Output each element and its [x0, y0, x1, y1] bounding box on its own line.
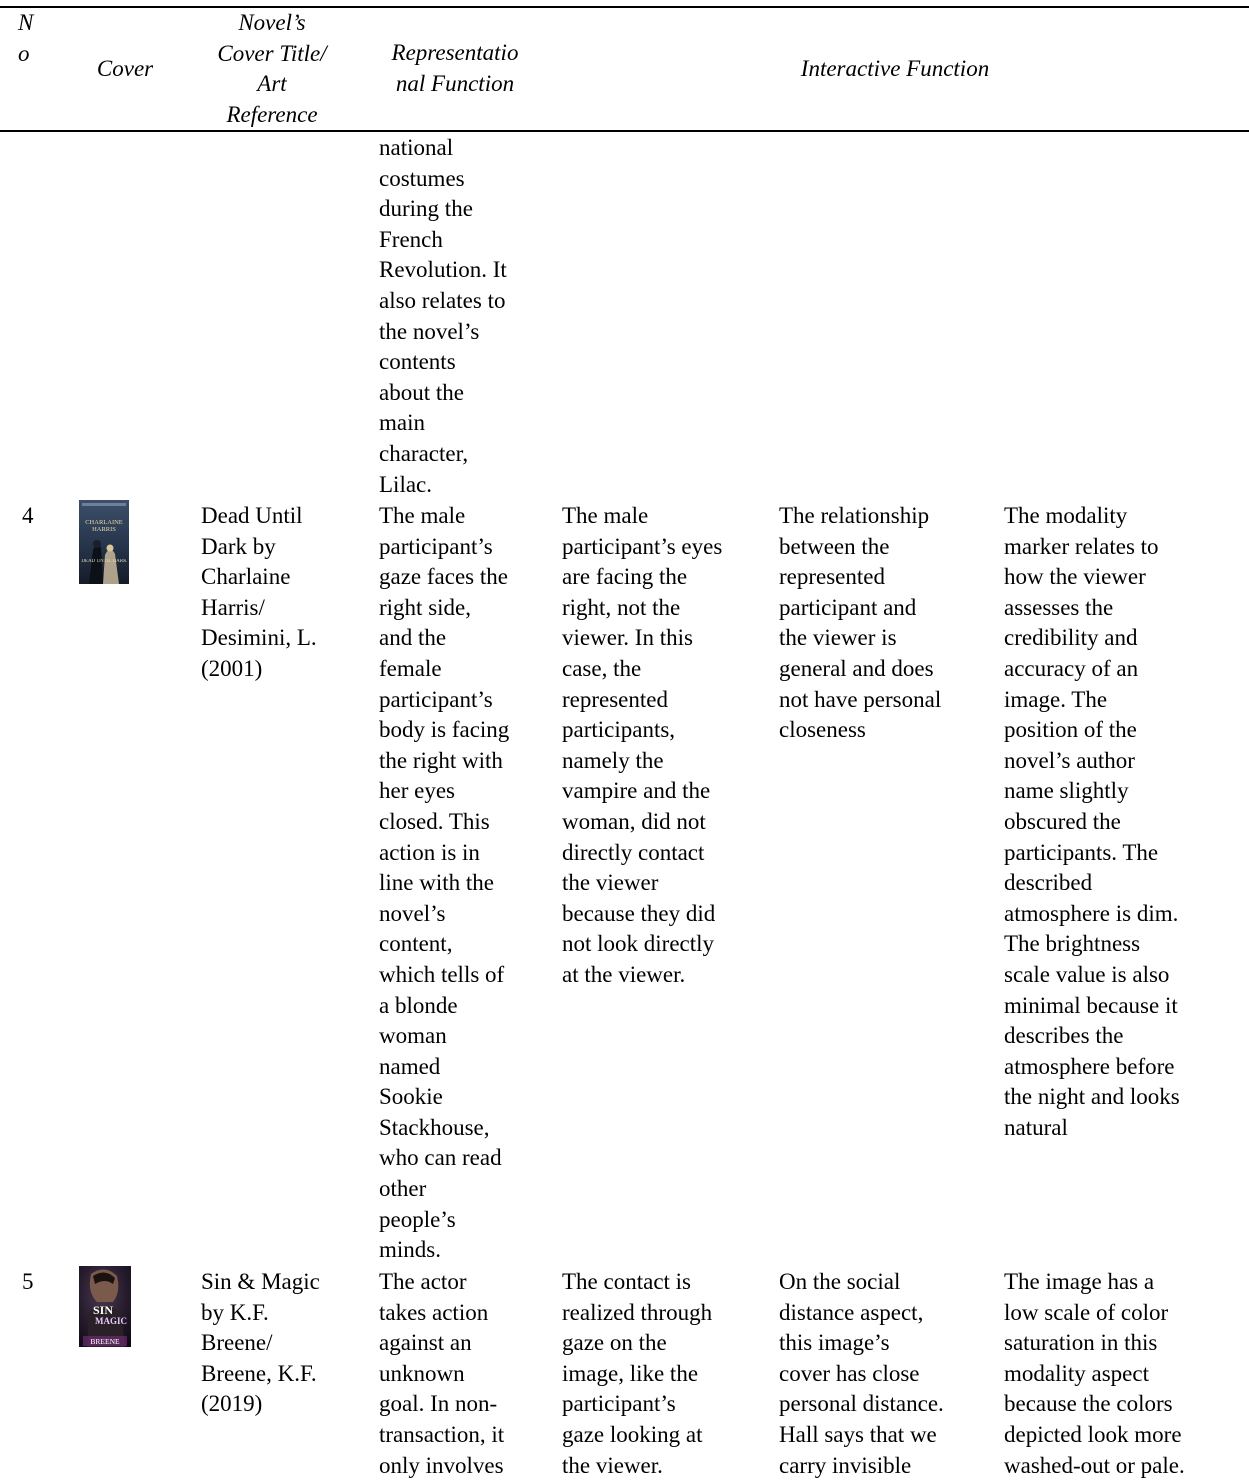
table-header-rule [0, 130, 1249, 132]
row-4-contact-cell: The male participant’s eyes are facing the right, not the viewer. In this case, the represented participants, namely the vampire and the woman, did not directly contact the viewer because they did not look directly at the viewer. [562, 503, 723, 987]
cover-author-line-1: CHARLAINE [85, 519, 123, 526]
row-4-title-cell: Dead Until Dark by Charlaine Harris/ Desimini, L. (2001) [201, 503, 317, 681]
row-5-modality-cell: The image has a low scale of color saturation in this modality aspect because the colors depicted look more washed-out or pale. [1004, 1269, 1185, 1478]
table-top-rule [0, 6, 1249, 8]
header-title: Novel’s Cover Title/ Art Reference [217, 10, 327, 127]
row-4-no: 4 [22, 503, 34, 528]
continued-representational-cell: national costumes during the French Revolution. It also relates to the novel’s contents about the main character, Lilac. [379, 135, 507, 497]
row-4-modality-cell: The modality marker relates to how the viewer assesses the credibility and accuracy of an image. The position of the novel’s author name slightly obscured the participants. The described atmosphere is dim. The brightness scale value is also minimal because it describes the atmosphere before the night and looks natural [1004, 503, 1180, 1140]
cover-author-line-2: HARRIS [92, 526, 116, 533]
cover-title-text: DEAD UNTIL DARK [81, 559, 127, 564]
header-cover: Cover [96, 56, 154, 81]
header-no: N o [18, 10, 34, 66]
cover-title-line-2: MAGIC [95, 1316, 127, 1326]
dead-until-dark-cover-image [79, 500, 129, 584]
cover-author-name: BREENE [90, 1337, 120, 1346]
row-5-distance-cell: On the social distance aspect, this image’s cover has close personal distance. Hall says that we carry invisible [779, 1269, 944, 1478]
row-4-distance-cell: The relationship between the represented participant and the viewer is general and does not have personal closeness [779, 503, 942, 743]
row-5-title-cell: Sin & Magic by K.F. Breene/ Breene, K.F. (2019) [201, 1269, 320, 1417]
row-5-no: 5 [22, 1269, 34, 1294]
row-5-contact-cell: The contact is realized through gaze on the image, like the participant’s gaze looking at the viewer. [562, 1269, 713, 1478]
row-4-representational-cell: The male participant’s gaze faces the right side, and the female participant’s body is facing the right with her eyes closed. This action is in line with the novel’s content, which tells of a blonde woman named Sookie Stackhouse, who can read other people’s minds. [379, 503, 510, 1263]
header-representational: Representatio nal Function [391, 40, 519, 96]
sin-and-magic-cover-image [79, 1266, 131, 1347]
row-5-representational-cell: The actor takes action against an unknown goal. In non- transaction, it only involves [379, 1269, 505, 1478]
cover-title-line-1: SIN [92, 1303, 114, 1317]
header-interactive: Interactive Function [800, 56, 990, 81]
